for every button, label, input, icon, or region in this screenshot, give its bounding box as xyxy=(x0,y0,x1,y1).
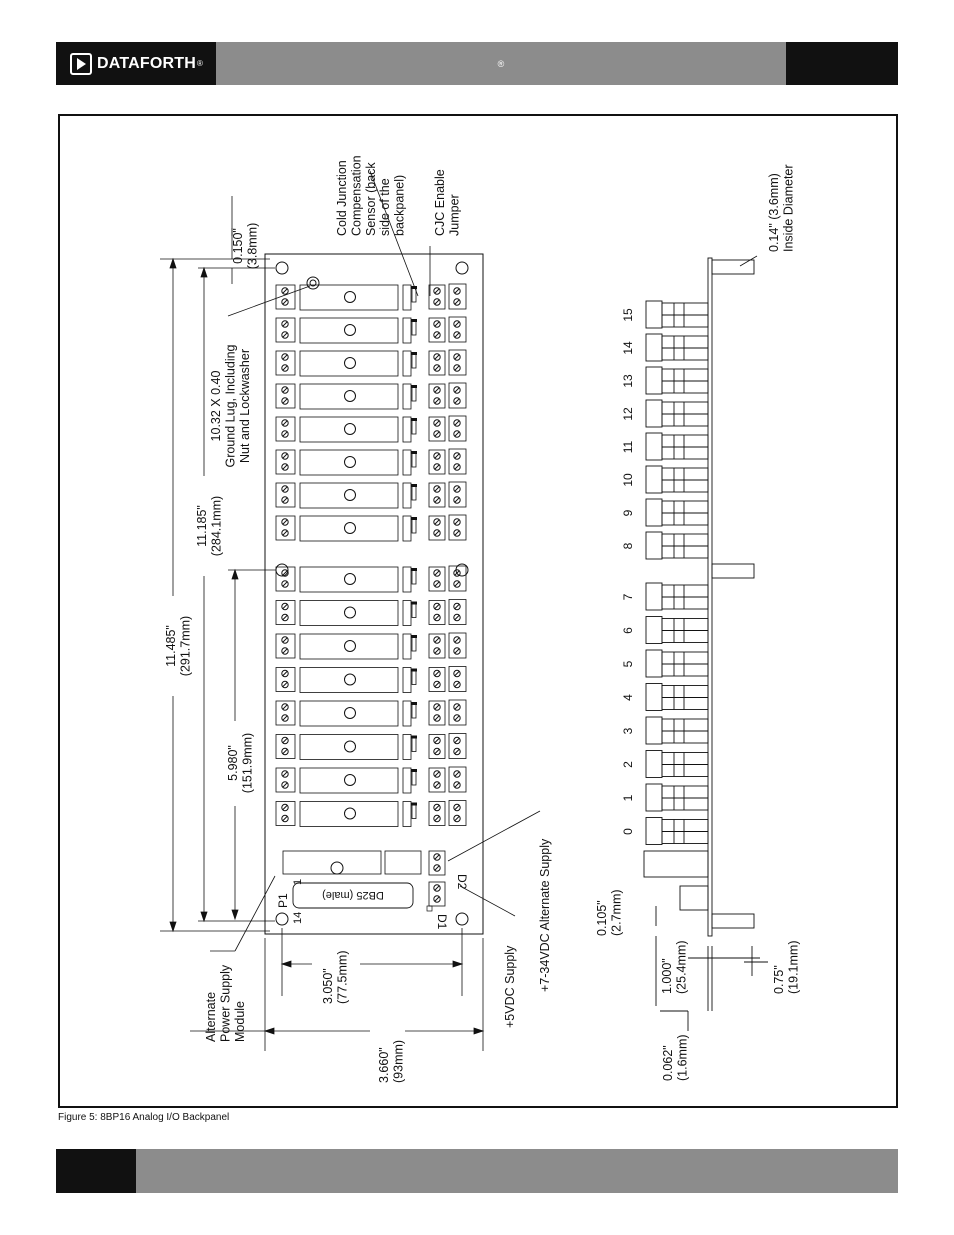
db25-label: DB25 (male) xyxy=(322,889,384,902)
module-slot xyxy=(276,482,466,508)
module-slot xyxy=(276,317,466,343)
channel-number-label: 12 xyxy=(621,407,635,421)
dim-5980-label: 5.980"(151.9mm) xyxy=(226,732,255,794)
module-slot xyxy=(276,449,466,475)
cjc-jumper-label: CJC EnableJumper xyxy=(433,169,462,236)
channel-number-label: 11 xyxy=(621,440,635,454)
module-slot xyxy=(276,734,466,760)
module-slot xyxy=(276,633,466,659)
d2-terminal xyxy=(429,851,445,875)
channel-connector xyxy=(646,301,708,328)
channel-number-label: 4 xyxy=(621,694,635,701)
figure-caption: Figure 5: 8BP16 Analog I/O Backpanel xyxy=(58,1112,230,1123)
module-slot xyxy=(276,801,466,827)
side-profile-view xyxy=(644,258,768,1031)
dim-0062-label: 0.062"(1.6mm) xyxy=(661,1034,690,1081)
ground-lug-icon xyxy=(307,277,319,289)
module-slot xyxy=(276,667,466,693)
module-slot xyxy=(276,383,466,409)
d1-terminal xyxy=(429,882,445,906)
brand-registered: ® xyxy=(196,59,203,68)
backpanel-diagram xyxy=(60,116,896,1106)
db25-connector xyxy=(293,883,413,908)
diagram-labels xyxy=(164,155,800,1083)
header-registered-mark: ® xyxy=(497,58,505,69)
module-slot xyxy=(276,416,466,442)
channel-number-label: 7 xyxy=(621,593,635,601)
channel-connector xyxy=(646,499,708,526)
supply-5v-label: +5VDC Supply xyxy=(503,945,517,1028)
module-slot xyxy=(276,350,466,376)
channel-number-label: 15 xyxy=(621,308,635,322)
header-right-block xyxy=(786,42,898,85)
channel-connector xyxy=(646,334,708,361)
channel-connector xyxy=(646,532,708,559)
dim-3050-label: 3.050"(77.5mm) xyxy=(321,950,350,1004)
channel-number-label: 10 xyxy=(621,473,635,487)
channel-connector xyxy=(646,650,708,677)
module-slot xyxy=(276,515,466,541)
supply-alt-label: +7-34VDC Alternate Supply xyxy=(538,838,552,992)
channel-connector xyxy=(646,466,708,493)
module-slot xyxy=(276,767,466,793)
channel-connector xyxy=(646,751,708,778)
dataforth-logo-icon xyxy=(70,53,92,75)
dim-0105-label: 0.105"(2.7mm) xyxy=(595,889,624,936)
channel-connector xyxy=(646,367,708,394)
dim-075-label: 0.75"(19.1mm) xyxy=(772,940,801,994)
channel-number-label: 14 xyxy=(621,341,635,355)
d1-label: D1 xyxy=(435,914,449,930)
channel-connector xyxy=(646,617,708,644)
channel-connector xyxy=(646,784,708,811)
dim-3660-label: 3.660"(93mm) xyxy=(377,1039,406,1083)
channel-number-label: 9 xyxy=(621,509,635,517)
brand-name: DATAFORTH xyxy=(97,54,196,72)
channel-connector xyxy=(646,583,708,610)
channel-number-label: 0 xyxy=(621,828,635,835)
dim-11185-label: 11.185"(284.1mm) xyxy=(195,495,224,557)
page-header xyxy=(56,42,898,85)
channel-connectors xyxy=(646,301,708,845)
channel-number-label: 13 xyxy=(621,374,635,388)
alternate-power-supply-module xyxy=(283,851,421,874)
dim-11485-label: 11.485"(291.7mm) xyxy=(164,615,193,677)
channel-connector xyxy=(646,400,708,427)
backpanel-board xyxy=(265,254,483,934)
module-slot xyxy=(276,700,466,726)
channel-number-label: 6 xyxy=(621,627,635,634)
cjc-sensor-label: Cold JunctionCompensationSensor (backside of thebackpanel) xyxy=(335,155,407,236)
module-slot xyxy=(276,600,466,626)
p1-label: P1 xyxy=(276,893,290,908)
channel-connector xyxy=(646,818,708,845)
ground-lug-label: 10.32 X 0.40Ground Lug, IncludingNut and Lockwasher xyxy=(209,344,252,468)
channel-connector xyxy=(646,717,708,744)
channel-numbers xyxy=(621,308,635,835)
channel-number-label: 3 xyxy=(621,727,635,735)
channel-connector xyxy=(646,433,708,460)
dim-0150-label: 0.150"(3.8mm) xyxy=(231,222,260,270)
channel-number-label: 2 xyxy=(621,761,635,768)
pin14-label: 14 xyxy=(292,911,304,924)
d2-label: D2 xyxy=(455,874,469,890)
page-footer xyxy=(56,1149,898,1193)
alt-power-label: AlternatePower SupplyModule xyxy=(204,964,247,1042)
pin1-label: 1 xyxy=(292,878,304,885)
channel-number-label: 8 xyxy=(621,542,635,550)
dataforth-logo xyxy=(56,42,216,85)
footer-left-block xyxy=(56,1149,136,1193)
channel-number-label: 5 xyxy=(621,660,635,668)
diagram-frame xyxy=(58,114,898,1108)
channel-connector xyxy=(646,684,708,711)
module-slot xyxy=(276,566,466,592)
dim-1000-label: 1.000"(25.4mm) xyxy=(660,940,689,994)
inside-diameter-label: 0.14" (3.6mm)Inside Diameter xyxy=(767,164,796,252)
channel-number-label: 1 xyxy=(621,794,635,802)
module-slots xyxy=(276,284,466,827)
header-center xyxy=(216,42,786,85)
